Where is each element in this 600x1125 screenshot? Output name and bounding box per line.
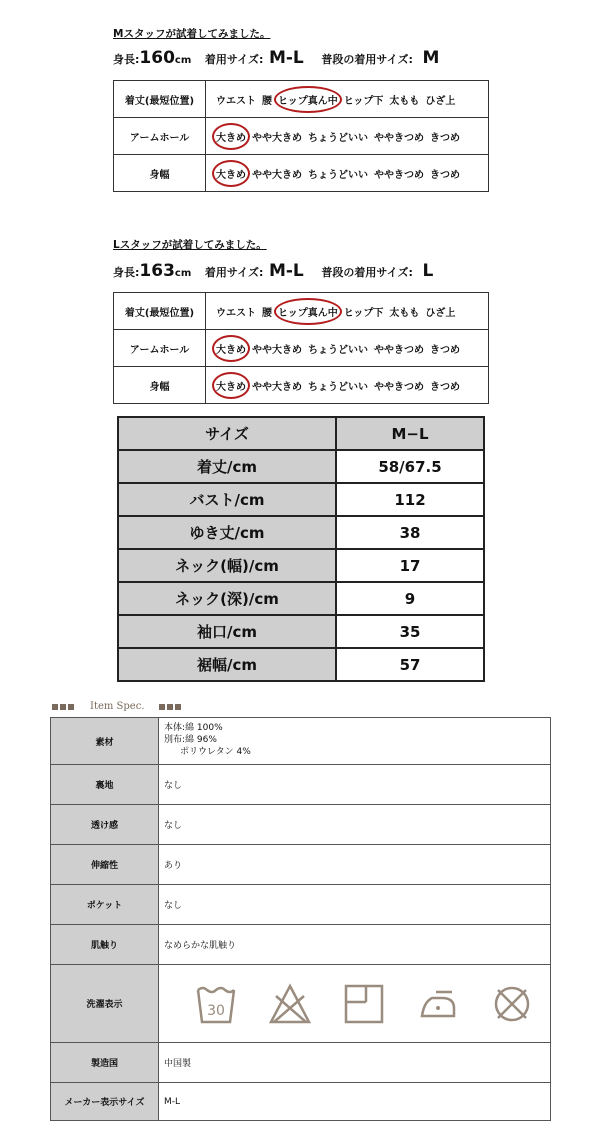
spec-key: ポケット xyxy=(51,885,159,925)
fit-options xyxy=(206,330,489,367)
option-selected: 大きめ xyxy=(216,341,246,356)
height-unit: cm xyxy=(174,268,192,279)
option: ひざ上 xyxy=(425,95,456,107)
square-icon xyxy=(167,704,173,710)
spec-table xyxy=(50,717,551,1121)
fit-options xyxy=(206,367,489,404)
spec-value: M-L xyxy=(159,1083,551,1121)
item-spec-title: Item Spec. xyxy=(90,701,145,712)
fit-table-l xyxy=(113,292,489,404)
fit-label: アームホール xyxy=(114,118,206,155)
option: ややきつめ xyxy=(374,381,424,393)
size-value: 57 xyxy=(336,648,484,681)
option: ヒップ下 xyxy=(343,307,384,319)
spec-value-material xyxy=(159,718,551,765)
size-key: バスト/cm xyxy=(118,483,336,516)
option: やや大きめ xyxy=(252,169,302,181)
option: ひざ上 xyxy=(425,307,456,319)
table-row xyxy=(51,845,551,885)
option: やや大きめ xyxy=(252,381,302,393)
option: きつめ xyxy=(430,344,460,356)
square-icon xyxy=(68,704,74,710)
height-value: 160 xyxy=(139,48,175,68)
table-row xyxy=(51,1043,551,1083)
fit-table-m xyxy=(113,80,489,192)
option: ややきつめ xyxy=(374,132,424,144)
usual-value: M xyxy=(422,48,440,68)
wash-icons xyxy=(164,982,550,1026)
line-dry-icon xyxy=(342,982,386,1026)
spec-value: あり xyxy=(159,845,551,885)
height-label: 身長: xyxy=(113,53,140,66)
table-row xyxy=(51,885,551,925)
size-table-header xyxy=(118,417,484,450)
option-selected: 大きめ xyxy=(216,378,246,393)
size-value: 38 xyxy=(336,516,484,549)
option: ウエスト xyxy=(216,307,256,319)
fit-label: 身幅 xyxy=(114,367,206,404)
option: 腰 xyxy=(262,307,272,319)
size-value: 112 xyxy=(336,483,484,516)
option: やや大きめ xyxy=(252,344,302,356)
table-row xyxy=(118,483,484,516)
size-table xyxy=(117,416,485,682)
spec-key: 伸縮性 xyxy=(51,845,159,885)
wash-30-icon xyxy=(194,982,238,1026)
option: ややきつめ xyxy=(374,344,424,356)
size-header-key: サイズ xyxy=(118,417,336,450)
table-row xyxy=(51,925,551,965)
material-line: 本体:綿 100% xyxy=(164,723,223,733)
option: ちょうどいい xyxy=(308,132,368,144)
height-unit: cm xyxy=(174,55,192,66)
size-header-value: M−L xyxy=(336,417,484,450)
worn-value: M-L xyxy=(268,48,304,68)
staff-m-stats xyxy=(113,48,439,68)
option: ややきつめ xyxy=(374,169,424,181)
height-label: 身長: xyxy=(113,266,140,279)
table-row xyxy=(118,648,484,681)
staff-l-stats xyxy=(113,261,433,281)
no-dry-clean-icon xyxy=(490,982,534,1026)
size-value: 17 xyxy=(336,549,484,582)
option: きつめ xyxy=(430,381,460,393)
spec-value: なし xyxy=(159,805,551,845)
table-row xyxy=(118,582,484,615)
fit-options xyxy=(206,155,489,192)
wash-temp: 30 xyxy=(207,1002,225,1019)
no-bleach-icon xyxy=(268,982,312,1026)
spec-value-wash xyxy=(159,965,551,1043)
spec-key: 製造国 xyxy=(51,1043,159,1083)
spec-key: 肌触り xyxy=(51,925,159,965)
spec-value: 中国製 xyxy=(159,1043,551,1083)
staff-l-title: Lスタッフが試着してみました。 xyxy=(113,239,267,251)
spec-key: 裏地 xyxy=(51,765,159,805)
spec-value: なめらかな肌触り xyxy=(159,925,551,965)
square-icon xyxy=(175,704,181,710)
usual-label: 普段の着用サイズ: xyxy=(321,53,413,66)
spec-key: 透け感 xyxy=(51,805,159,845)
fit-label: 着丈(最短位置) xyxy=(114,293,206,330)
size-key: ネック(深)/cm xyxy=(118,582,336,615)
option-selected: ヒップ真ん中 xyxy=(278,304,338,319)
size-value: 58/67.5 xyxy=(336,450,484,483)
table-row xyxy=(118,615,484,648)
square-icon xyxy=(52,704,58,710)
spec-key: 洗濯表示 xyxy=(51,965,159,1043)
material-line: ポリウレタン 4% xyxy=(180,747,251,757)
table-row xyxy=(118,549,484,582)
fit-options xyxy=(206,81,489,118)
option-selected: 大きめ xyxy=(216,129,246,144)
option: ウエスト xyxy=(216,95,256,107)
usual-value: L xyxy=(422,261,434,281)
material-line: 別布:綿 96% xyxy=(164,735,217,745)
height-value: 163 xyxy=(139,261,175,281)
option: ちょうどいい xyxy=(308,169,368,181)
staff-m-title: Mスタッフが試着してみました。 xyxy=(113,28,271,40)
square-icon xyxy=(60,704,66,710)
size-key: 裾幅/cm xyxy=(118,648,336,681)
table-row xyxy=(51,965,551,1043)
option-selected: 大きめ xyxy=(216,166,246,181)
size-key: ゆき丈/cm xyxy=(118,516,336,549)
spec-value: なし xyxy=(159,885,551,925)
option: ちょうどいい xyxy=(308,381,368,393)
table-row xyxy=(51,718,551,765)
worn-label: 着用サイズ: xyxy=(204,266,264,279)
table-row xyxy=(51,765,551,805)
spec-key: メーカー表示サイズ xyxy=(51,1083,159,1121)
low-iron-icon xyxy=(416,982,460,1026)
size-key: 袖口/cm xyxy=(118,615,336,648)
option: やや大きめ xyxy=(252,132,302,144)
spec-value: なし xyxy=(159,765,551,805)
table-row xyxy=(118,516,484,549)
size-key: ネック(幅)/cm xyxy=(118,549,336,582)
option: きつめ xyxy=(430,132,460,144)
square-icon xyxy=(159,704,165,710)
worn-label: 着用サイズ: xyxy=(204,53,264,66)
fit-options xyxy=(206,293,489,330)
size-key: 着丈/cm xyxy=(118,450,336,483)
size-value: 9 xyxy=(336,582,484,615)
fit-label: 着丈(最短位置) xyxy=(114,81,206,118)
option: きつめ xyxy=(430,169,460,181)
table-row xyxy=(51,805,551,845)
spec-key: 素材 xyxy=(51,718,159,765)
option: 太もも xyxy=(389,95,420,107)
table-row xyxy=(51,1083,551,1121)
option: ちょうどいい xyxy=(308,344,368,356)
option: ヒップ下 xyxy=(343,95,384,107)
size-value: 35 xyxy=(336,615,484,648)
fit-label: 身幅 xyxy=(114,155,206,192)
worn-value: M-L xyxy=(268,261,304,281)
fit-options xyxy=(206,118,489,155)
option: 太もも xyxy=(389,307,420,319)
table-row xyxy=(118,450,484,483)
option: 腰 xyxy=(262,95,272,107)
option-selected: ヒップ真ん中 xyxy=(278,92,338,107)
item-spec-heading xyxy=(52,701,183,712)
fit-label: アームホール xyxy=(114,330,206,367)
usual-label: 普段の着用サイズ: xyxy=(321,266,413,279)
